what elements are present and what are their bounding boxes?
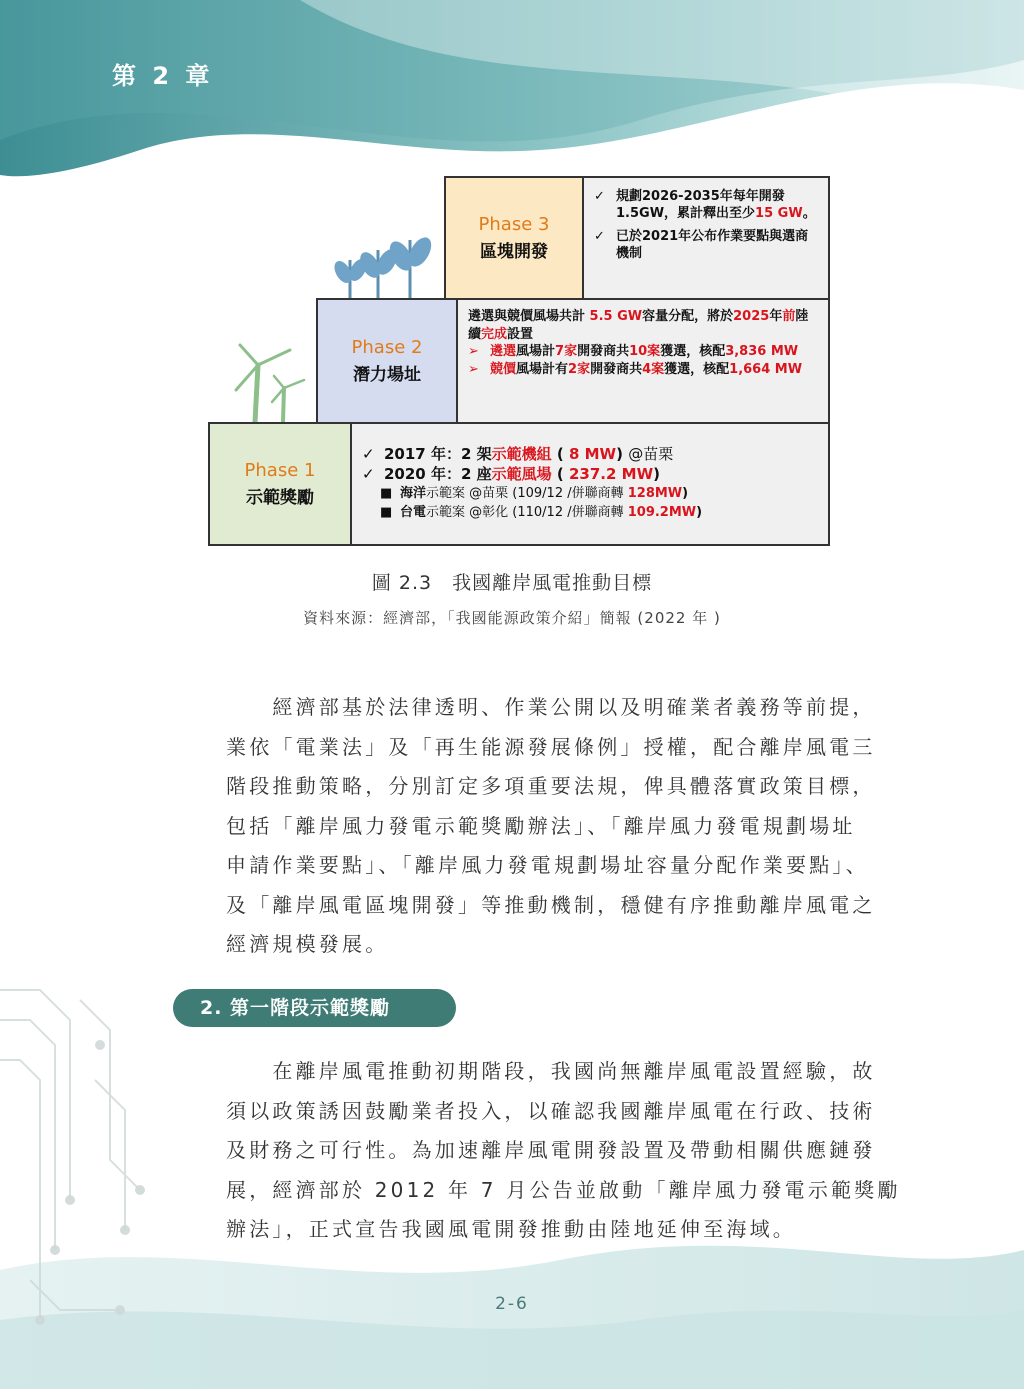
bullet-text: 台電示範案 @彰化 (110/12 /併聯商轉 109.2MW)	[400, 505, 703, 520]
paragraph-line: 及「離岸風電區塊開發」等推動機制，穩健有序推動離岸風電之	[226, 892, 876, 917]
wind-turbine-icon	[236, 345, 304, 422]
paragraph-line: 包括「離岸風力發電示範獎勵辦法」、「離岸風力發電規劃場址	[226, 813, 856, 838]
check-icon: ✓	[594, 229, 605, 244]
paragraph-line: 經濟部基於法律透明、作業公開以及明確業者義務等前提，	[226, 695, 876, 719]
square-bullet-icon: ■	[380, 486, 393, 501]
check-icon: ✓	[594, 189, 605, 204]
phase3-title: Phase 3	[478, 214, 550, 235]
bullet-text: 2017 年：2 架示範機組 ( 8 MW) @苗栗	[384, 445, 674, 463]
bullet-text: 2020 年：2 座示範風場 ( 237.2 MW)	[384, 465, 660, 483]
body-paragraph-1	[226, 688, 910, 965]
paragraph-line: 申請作業要點」、「離岸風力發電規劃場址容量分配作業要點」、	[226, 853, 869, 877]
body-paragraph-2	[226, 1052, 910, 1250]
phase1-subtitle: 示範獎勵	[246, 488, 314, 508]
bullet-text: 競價風場計有2家開發商共4案獲選，核配1,664 MW	[490, 361, 803, 377]
phase3-box	[444, 176, 584, 300]
paragraph-line: 展，經濟部於 2012 年 7 月公告並啟動「離岸風力發電示範獎勵	[226, 1177, 901, 1202]
check-icon: ✓	[362, 445, 375, 463]
paragraph-line: 須以政策誘因鼓勵業者投入，以確認我國離岸風電在行政、技術	[226, 1098, 876, 1123]
bullet-text: 遴選風場計7家開發商共10案獲選，核配3,836 MW	[490, 344, 799, 359]
phase3-bullet	[594, 188, 820, 222]
paragraph-line: 業依「電業法」及「再生能源發展條例」授權，配合離岸風電三	[226, 734, 876, 759]
paragraph-line: 在離岸風電推動初期階段，我國尚無離岸風電設置經驗，故	[226, 1059, 876, 1083]
bullet-text: 海洋示範案 @苗栗 (109/12 /併聯商轉 128MW)	[400, 486, 689, 501]
figure-source: 資料來源：經濟部，「我國能源政策介紹」簡報 (2022 年 )	[303, 609, 721, 627]
arrow-bullet-icon: ➢	[468, 344, 479, 359]
paragraph-line: 經濟規模發展。	[226, 932, 389, 956]
phase2-description	[456, 298, 830, 424]
phase3-description	[582, 176, 830, 300]
square-bullet-icon: ■	[380, 505, 393, 520]
phase3-bullet	[594, 228, 820, 262]
chapter-label: 第 2 章	[112, 62, 214, 90]
figure-caption: 圖 2.3 我國離岸風電推動目標	[371, 572, 653, 594]
bullet-text: 已於2021年公布作業要點與選商機制	[616, 229, 809, 261]
arrow-bullet-icon: ➢	[468, 361, 479, 377]
phase1-bullet	[362, 444, 818, 464]
phase1-box	[208, 422, 352, 546]
phase1-title: Phase 1	[244, 460, 316, 481]
phase2-subtitle: 潛力場址	[353, 365, 421, 385]
figure-offshore-wind-phases	[0, 0, 1024, 560]
phase2-box	[316, 298, 458, 424]
phase1-sub-bullet	[362, 484, 818, 503]
paragraph-line: 階段推動策略，分別訂定多項重要法規，俾具體落實政策目標，	[226, 774, 876, 798]
phase1-sub-bullet	[362, 503, 818, 522]
phase2-bullet	[468, 361, 820, 379]
check-icon: ✓	[362, 465, 375, 483]
section-heading: 2. 第一階段示範獎勵	[173, 989, 456, 1027]
phase1-description	[350, 422, 830, 546]
bullet-text: 規劃2026-2035年每年開發1.5GW，累計釋出至少15 GW。	[616, 189, 816, 221]
phase2-bullet	[468, 343, 820, 361]
paragraph-line: 及財務之可行性。為加速離岸風電開發設置及帶動相關供應鏈發	[226, 1138, 876, 1162]
paragraph-line: 辦法」，正式宣告我國風電開發推動由陸地延伸至海域。	[226, 1217, 796, 1241]
phase3-subtitle: 區塊開發	[480, 242, 548, 262]
plant-icon	[331, 234, 436, 300]
phase1-bullet	[362, 464, 818, 484]
page-number: 2-6	[495, 1294, 529, 1314]
phase2-intro: 遴選與競價風場共計 5.5 GW容量分配，將於2025年前陸續完成設置	[468, 309, 809, 342]
phase2-title: Phase 2	[351, 337, 423, 358]
